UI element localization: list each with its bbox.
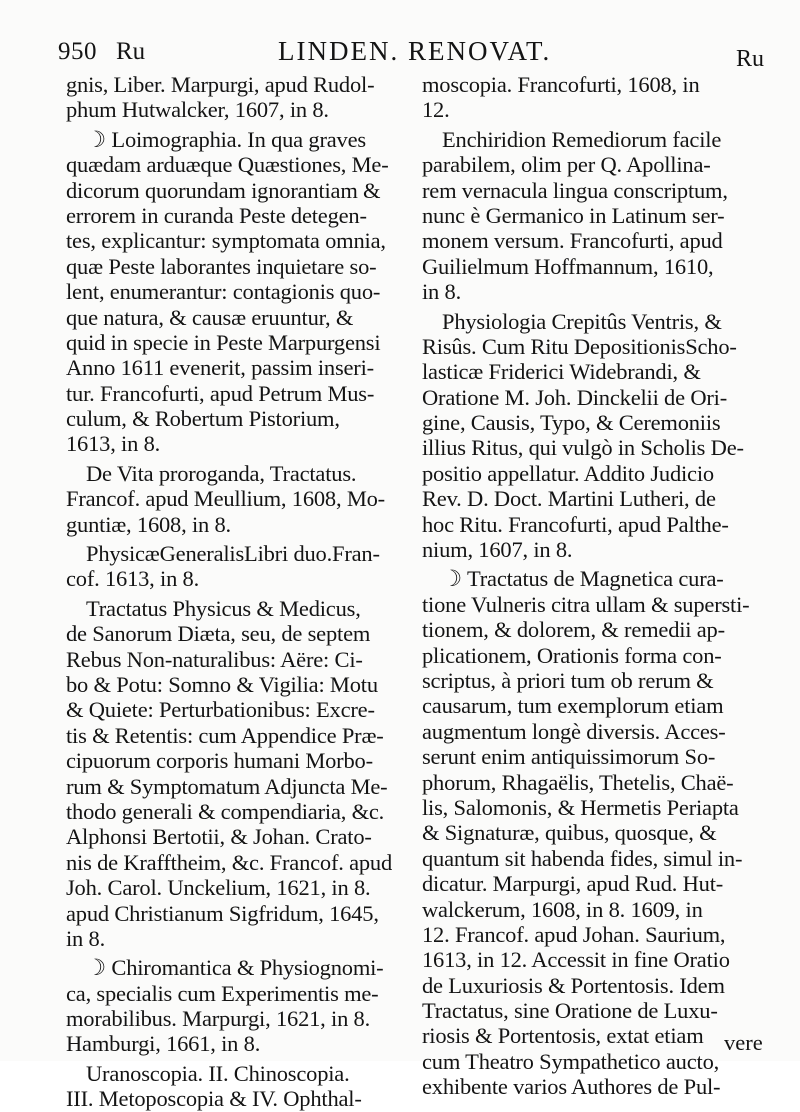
- text-line: Oratione M. Joh. Dinckelii de Ori-: [422, 384, 728, 410]
- catchword: vere: [724, 1030, 763, 1055]
- text-line: cipuorum corporis humani Morbo-: [66, 748, 373, 774]
- text-line: gnis, Liber. Marpurgi, apud Rudol-: [66, 72, 375, 97]
- text-line: tes, explicantur: symptomata omnia,: [66, 228, 386, 254]
- text-line: monem versum. Francofurti, apud: [422, 228, 723, 254]
- text-line: tis & Retentis: cum Appendice Præ-: [66, 722, 384, 748]
- left-column: [66, 72, 418, 1112]
- text-line: lent, enumerantur: contagionis quo-: [66, 279, 381, 305]
- text-line: scriptus, à priori tum ob rerum &: [422, 667, 714, 693]
- running-title: LINDEN. RENOVAT.: [278, 36, 552, 66]
- text-line: walckerum, 1608, in 8. 1609, in: [422, 896, 703, 922]
- text-line: moscopia. Francofurti, 1608, in: [422, 72, 700, 97]
- text-line: & Signaturæ, quibus, quosque, &: [422, 820, 717, 846]
- text-line: Hamburgi, 1661, in 8.: [66, 1031, 261, 1057]
- text-line: Rebus Non-naturalibus: Aëre: Ci-: [66, 646, 363, 672]
- text-line: hoc Ritu. Francofurti, apud Palthe-: [422, 511, 729, 537]
- text-line: Tractatus Physicus & Medicus,: [86, 595, 361, 621]
- text-line: III. Metoposcopia & IV. Ophthal-: [66, 1086, 362, 1112]
- text-line: Joh. Carol. Unckelium, 1621, in 8.: [66, 875, 371, 901]
- text-line: quæ Peste laborantes inquietare so-: [66, 253, 377, 279]
- text-line: Rev. D. Doct. Martini Lutheri, de: [422, 486, 716, 512]
- text-line: tione Vulneris citra ullam & supersti-: [422, 591, 750, 617]
- text-line: que natura, & causæ eruuntur, &: [66, 304, 354, 330]
- text-line: nium, 1607, in 8.: [422, 537, 573, 563]
- text-line: illius Ritus, qui vulgò in Scholis De-: [422, 435, 744, 461]
- text-line: & Quiete: Perturbationibus: Excre-: [66, 697, 375, 723]
- text-line: causarum, tum exemplorum etiam: [422, 693, 724, 719]
- text-line: culum, & Robertum Pistorium,: [66, 406, 340, 432]
- text-line: De Vita proroganda, Tractatus.: [86, 460, 357, 486]
- text-line: Tractatus, sine Oratione de Luxu-: [422, 998, 718, 1024]
- text-line: nis de Krafftheim, &c. Francof. apud: [66, 849, 393, 875]
- text-line: errorem in curanda Peste detegen-: [66, 202, 367, 228]
- right-column: [422, 72, 778, 1100]
- text-line: Francof. apud Meullium, 1608, Mo-: [66, 486, 385, 512]
- text-line: plicationem, Orationis forma con-: [422, 642, 722, 668]
- text-line: cof. 1613, in 8.: [66, 566, 200, 592]
- text-line: Uranoscopia. II. Chinoscopia.: [86, 1060, 350, 1086]
- text-line: gine, Causis, Typo, & Ceremoniis: [422, 410, 721, 436]
- text-line: de Sanorum Diæta, seu, de septem: [66, 621, 371, 647]
- text-line: in 8.: [66, 925, 106, 951]
- text-line: tionem, & dolorem, & remedii ap-: [422, 617, 725, 643]
- text-line: positio appellatur. Addito Judicio: [422, 460, 714, 486]
- text-line: morabilibus. Marpurgi, 1621, in 8.: [66, 1006, 371, 1032]
- text-line: in 8.: [422, 279, 462, 305]
- text-line: ☽ Loimographia. In qua graves: [86, 126, 366, 152]
- text-line: de Luxuriosis & Portentosis. Idem: [422, 972, 725, 998]
- text-line: ☽ Chiromantica & Physiognomi-: [86, 955, 384, 981]
- text-line: PhysicæGeneralisLibri duo.Fran-: [86, 541, 380, 567]
- text-line: thodo generali & compendiaria, &c.: [66, 798, 385, 824]
- text-line: lis, Salomonis, & Hermetis Periapta: [422, 794, 739, 820]
- text-line: quid in specie in Peste Marpurgensi: [66, 329, 381, 355]
- text-line: quædam arduæque Quæstiones, Me-: [66, 152, 389, 178]
- text-line: 1613, in 12. Accessit in fine Oratio: [422, 947, 730, 973]
- text-line: serunt enim antiquissimorum So-: [422, 744, 716, 770]
- text-line: parabilem, olim per Q. Apollina-: [422, 152, 711, 178]
- text-line: phorum, Rhagaëlis, Thetelis, Chaë-: [422, 769, 734, 795]
- text-line: lasticæ Friderici Widebrandi, &: [422, 359, 701, 385]
- text-line: dicorum quorundam ignorantiam &: [66, 177, 381, 203]
- text-line: ca, specialis cum Experimentis me-: [66, 980, 379, 1006]
- text-line: 1613, in 8.: [66, 431, 161, 457]
- text-line: apud Christianum Sigfridum, 1645,: [66, 900, 379, 926]
- text-line: tur. Francofurti, apud Petrum Mus-: [66, 380, 375, 406]
- text-line: augmentum longè diversis. Acces-: [422, 718, 726, 744]
- text-line: Alphonsi Bertotii, & Johan. Crato-: [66, 824, 372, 850]
- text-line: riosis & Portentosis, extat etiam: [422, 1023, 704, 1049]
- text-line: Physiologia Crepitûs Ventris, &: [442, 308, 722, 334]
- text-line: phum Hutwalcker, 1607, in 8.: [66, 97, 329, 123]
- text-line: 12. Francof. apud Johan. Saurium,: [422, 921, 726, 947]
- text-line: nunc è Germanico in Latinum ser-: [422, 202, 725, 228]
- text-line: rum & Symptomatum Adjuncta Me-: [66, 773, 388, 799]
- text-line: Guilielmum Hoffmannum, 1610,: [422, 253, 714, 279]
- page-number: 950: [58, 38, 97, 65]
- text-line: 12.: [422, 97, 450, 123]
- text-line: Anno 1611 evenerit, passim inseri-: [66, 355, 374, 381]
- text-line: ☽ Tractatus de Magnetica cura-: [442, 566, 724, 592]
- text-line: Enchiridion Remediorum facile: [442, 126, 722, 152]
- section-right: Ru: [735, 46, 764, 72]
- text-line: rem vernacula lingua conscriptum,: [422, 177, 728, 203]
- text-line: bo & Potu: Somno & Vigilia: Motu: [66, 671, 378, 697]
- text-line: quantum sit habenda fides, simul in-: [422, 845, 743, 871]
- text-line: cum Theatro Sympathetico aucto,: [422, 1048, 720, 1074]
- text-line: exhibente varios Authores de Pul-: [422, 1074, 721, 1100]
- text-line: Risûs. Cum Ritu DepositionisScho-: [422, 333, 737, 359]
- text-line: guntiæ, 1608, in 8.: [66, 511, 231, 537]
- text-line: dicatur. Marpurgi, apud Rud. Hut-: [422, 871, 724, 897]
- running-header: [58, 30, 772, 70]
- section-left: Ru: [116, 38, 146, 65]
